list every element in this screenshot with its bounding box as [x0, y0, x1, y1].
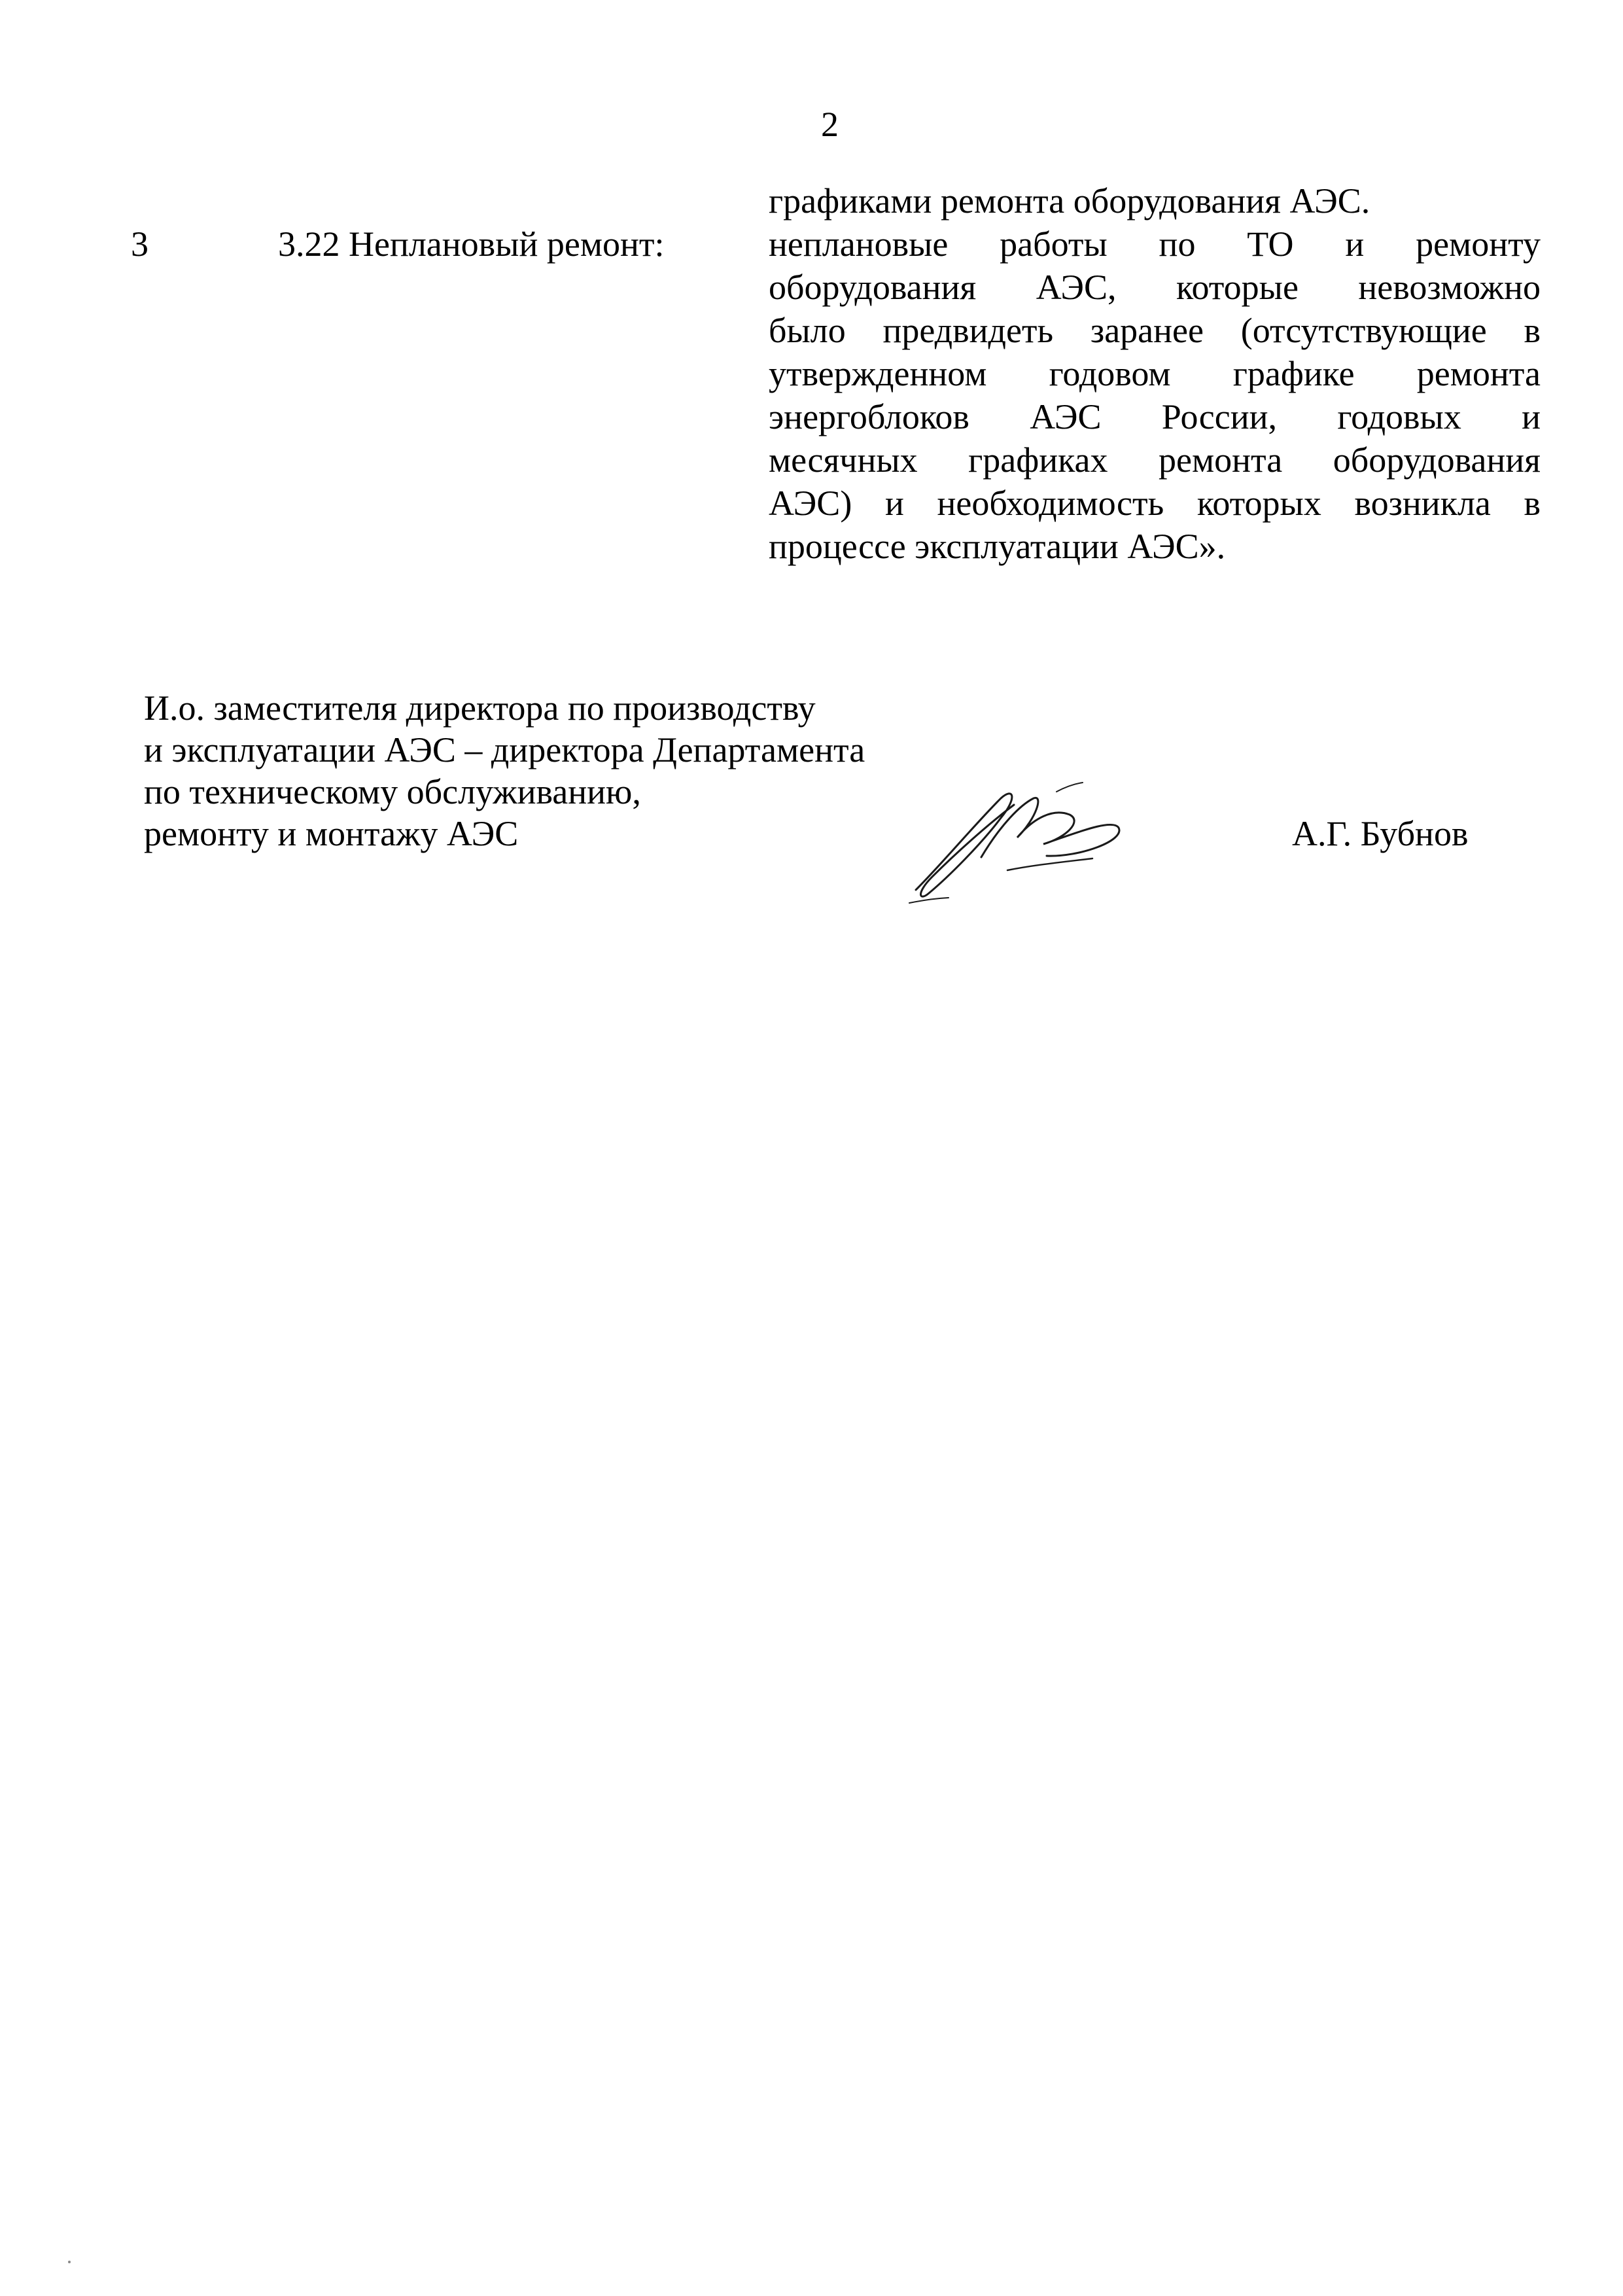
signer-name: А.Г. Бубнов	[1292, 814, 1469, 853]
definition-line: графиками ремонта оборудования АЭС.	[769, 181, 1370, 221]
signatory-position	[144, 687, 865, 855]
definition-line: энергоблоков АЭС России, годовых и	[769, 397, 1541, 436]
position-line: по техническому обслуживанию,	[144, 772, 641, 811]
definition-line: месячных графиках ремонта оборудования	[769, 440, 1541, 480]
scan-speck	[68, 2261, 71, 2263]
position-line: и эксплуатации АЭС – директора Департамента	[144, 730, 865, 769]
handwritten-signature	[903, 779, 1125, 910]
definition-line: АЭС) и необходимость которых возникла в	[769, 484, 1541, 523]
page-number: 2	[821, 105, 839, 144]
position-line: И.о. заместителя директора по производству	[144, 688, 816, 728]
definition-text	[769, 179, 1541, 568]
definition-line: неплановые работы по ТО и ремонту	[769, 224, 1541, 264]
row-number: 3	[131, 224, 148, 264]
position-line: ремонту и монтажу АЭС	[144, 814, 519, 853]
definition-line: было предвидеть заранее (отсутствующие в	[769, 311, 1541, 350]
definition-line: утвержденном годовом графике ремонта	[769, 354, 1541, 393]
definition-line: процессе эксплуатации АЭС».	[769, 527, 1226, 566]
definition-line: оборудования АЭС, которые невозможно	[769, 268, 1541, 307]
term-label: 3.22 Неплановый ремонт:	[278, 224, 665, 264]
